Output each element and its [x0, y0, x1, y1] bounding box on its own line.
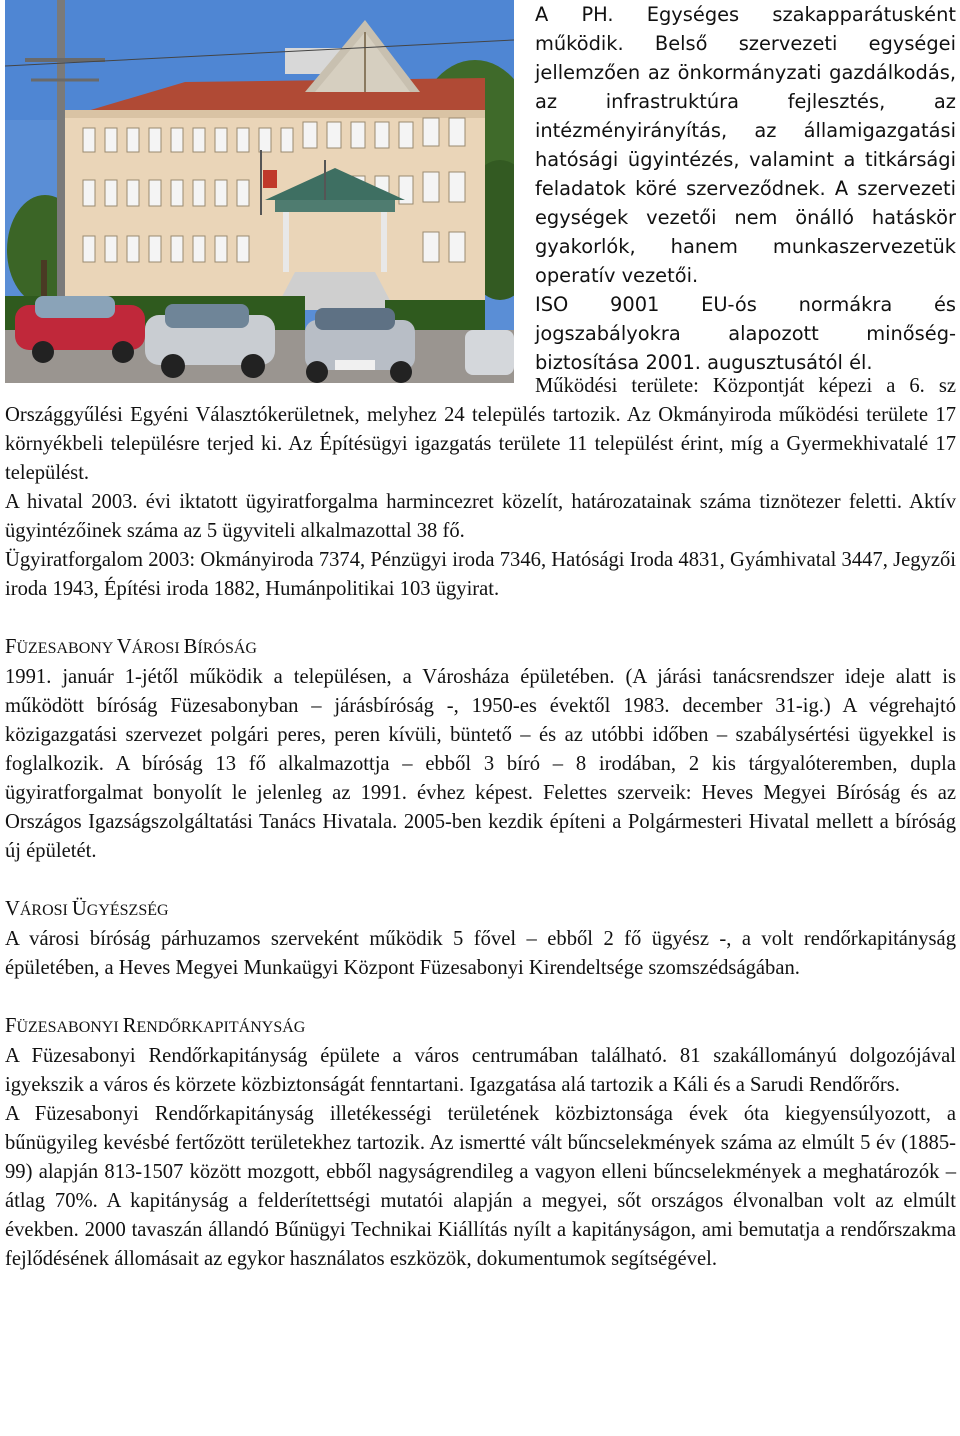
- heading-part: ÁROSI: [131, 640, 184, 657]
- paragraph: A hivatal 2003. évi iktatott ügyiratforgalma harmincezret közelít, határozatainak száma tiznötezer feletti. Aktív ügyintézőinek száma az 5 ügyviteli alkalmazottal 38 fő.: [5, 491, 956, 542]
- heading-part: R: [122, 1015, 137, 1037]
- heading-part: B: [183, 636, 198, 658]
- building-photo: [5, 0, 514, 383]
- heading-part: ENDŐRKAPITÁNYSÁG: [136, 1019, 306, 1036]
- heading-part: F: [5, 636, 17, 658]
- heading-part: V: [116, 636, 132, 658]
- paragraph: A városi bíróság párhuzamos szerveként működik 5 fővel – ebből 2 fő ügyész -, a volt rendőrkapitányság épületében, a Heves Megyei Munkaügyi Központ Füzesabonyi Kirendeltsége szomszédságában.: [5, 928, 956, 979]
- lead-paragraph: Működési területe: Központját képezi a 6. sz Országgyűlési Egyéni Választókerületnek, melyhez 24 település tartozik. Az Okmányiroda működési területe 17 környékbeli településre terjed ki. Az Építésügyi igazgatás területe 11 települést érint, míg a Gyermekhivatalé 17 települést.: [5, 375, 956, 484]
- section-heading: [5, 1012, 956, 1042]
- sections: [5, 633, 956, 1274]
- heading-part: ÜZESABONY: [16, 640, 117, 657]
- heading-part: V: [5, 898, 20, 920]
- paragraph: A Füzesabonyi Rendőrkapitányság épülete a város centrumában található. 81 szakállományú dolgozójával igyekszik a város és körzete közbiztonságát fenntartani. Igazgatása alá tartozik a Káli és a Sarudi Rendőrőrs.: [5, 1045, 956, 1096]
- heading-part: ÁROSI: [19, 902, 72, 919]
- heading-part: GYÉSZSÉG: [86, 902, 169, 919]
- heading-part: ÜZESABONYI: [16, 1019, 123, 1036]
- section-heading: [5, 633, 956, 663]
- paragraph: A Füzesabonyi Rendőrkapitányság illetékességi területének közbiztonsága évek óta kiegyensúlyozott, a bűnügyileg kevésbé fertőzött területekhez tartozik. Az ismertté vált bűncselekmények száma az elmúlt 5 év (1885-99) alapján 813-1507 között mozgott, ebből nagyságrendileg a vagyon elleni bűncselekmények a meghatározók – átlag 70%. A kapitányság a felderítettségi mutatói alapján a megyei, sőt országos élvonalban volt az elmúlt években. 2000 tavaszán állandó Bűnügyi Technikai Kiállítás nyílt a kapitányságon, ami bemutatja a rendőrszakma fejlődésének állomásait az egykor használatos eszközök, dokumentumok segítségével.: [5, 1103, 956, 1270]
- side-text: [535, 0, 956, 377]
- side-paragraph: ISO 9001 EU-ós normákra és jogszabályokra alapozott minőség-biztosítása 2001. augusztusától él.: [535, 293, 956, 374]
- heading-part: ÍRÓSÁG: [197, 640, 257, 657]
- main-text: [5, 372, 956, 1274]
- paragraph: Ügyiratforgalom 2003: Okmányiroda 7374, Pénzügyi iroda 7346, Hatósági Iroda 4831, Gyámhivatal 3447, Jegyzői iroda 1943, Építési iroda 1882, Humánpolitikai 103 ügyirat.: [5, 549, 956, 600]
- side-paragraph: A PH. Egységes szakapparátusként működik. Belső szervezeti egységei jellemzően az önkormányzati gazdálkodás, az infrastruktúra fejlesztés, az intézményirányítás, az államigazgatási hatósági ügyintézés, valamint a titkársági feladatok köré szerveződnek. A szervezeti egységek vezetői nem önálló hatáskör gyakorlók, hanem munkaszervezetük operatív vezetői.: [535, 3, 956, 287]
- paragraph: 1991. január 1-jétől működik a településen, a Városháza épületében. (A járási tanácsrendszer ideje alatt is működött bíróság Füzesabonyban – járásbíróság -, 1950-es évektől 1983. december 31-ig.) A végrehajtó közigazgatási szervezet polgári peres, peren kívüli, büntető – és az utóbbi időben – szabálysértési ügyekkel is foglalkozik. A bíróság 13 fő alkalmazottja – ebből 3 bíró – 8 irodában, 2 kis tárgyalóteremben, dupla ügyiratforgalmat bonyolít le jelenleg az 1991. évhez képest. Felettes szerveik: Heves Megyei Bíróság és az Országos Igazságszolgáltatási Tanács Hivatala. 2005-ben kezdik építeni a Polgármesteri Hivatal mellett a bíróság új épületét.: [5, 666, 956, 862]
- heading-part: Ü: [71, 898, 87, 920]
- section-heading: [5, 895, 956, 925]
- heading-part: F: [5, 1015, 17, 1037]
